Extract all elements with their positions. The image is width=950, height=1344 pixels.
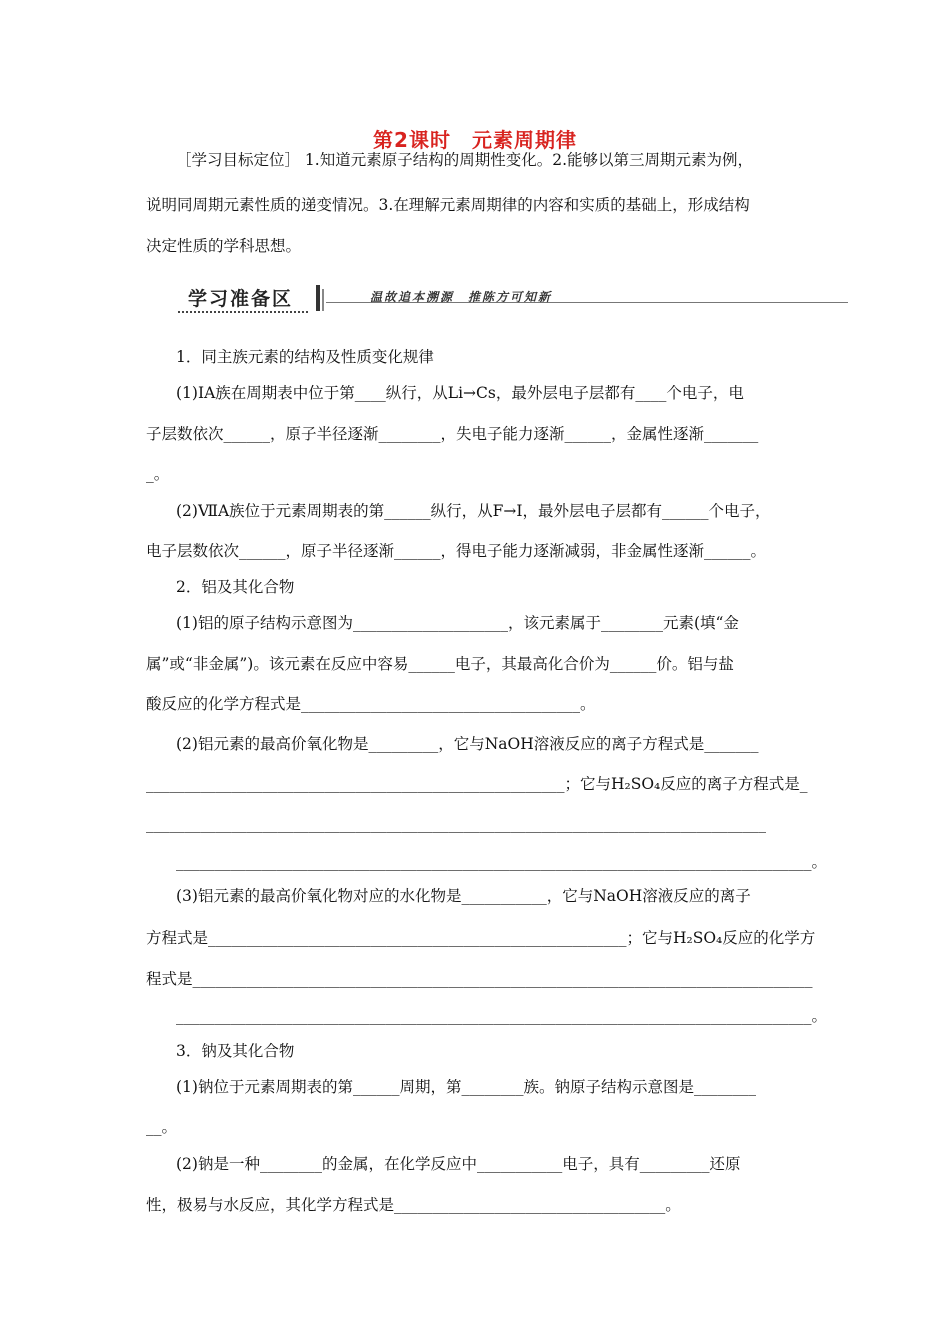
question-line: (1)铝的原子结构示意图为____________________，该元素属于________元素(填“金 xyxy=(176,614,739,632)
question-line: 子层数依次______，原子半径逐渐________，失电子能力逐渐______，金属性逐渐_______ xyxy=(146,425,759,443)
heading-sodium: 3．钠及其化合物 xyxy=(176,1042,295,1060)
question-line: _。 xyxy=(146,465,170,483)
heading-aluminum: 2．铝及其化合物 xyxy=(176,578,295,596)
question-line: (2)钠是一种________的金属，在化学反应中___________电子，具有_________还原 xyxy=(176,1155,741,1173)
question-line: 酸反应的化学方程式是____________________________________。 xyxy=(146,695,596,713)
answer-blank-line: __________________________________________________________________________________。 xyxy=(176,853,828,871)
question-line: 电子层数依次______，原子半径逐渐______，得电子能力逐渐减弱，非金属性逐渐______。 xyxy=(146,542,767,560)
question-line: 程式是________________________________________________________________________________ xyxy=(146,970,813,988)
question-line: (2)ⅦA族位于元素周期表的第______纵行，从F→I，最外层电子层都有______个电子， xyxy=(176,502,771,520)
question-line: 性，极易与水反应，其化学方程式是___________________________________。 xyxy=(146,1196,681,1214)
banner-subtitle: 温故追本溯源 推陈方可知新 xyxy=(370,290,553,304)
banner-divider xyxy=(316,285,320,311)
banner-dotted-underline xyxy=(178,311,308,313)
question-line: (2)铝元素的最高价氧化物是_________，它与NaOH溶液反应的离子方程式是_______ xyxy=(176,735,759,753)
question-line: __。 xyxy=(146,1118,178,1136)
heading-group-trends: 1．同主族元素的结构及性质变化规律 xyxy=(176,348,434,366)
question-line: (3)铝元素的最高价氧化物对应的水化物是___________，它与NaOH溶液反应的离子 xyxy=(176,887,751,905)
page-title: 第2课时 元素周期律 xyxy=(373,128,577,152)
banner-title: 学习准备区 xyxy=(188,288,294,310)
banner-divider-thin xyxy=(322,289,324,311)
question-line: (1)ⅠA族在周期表中位于第____纵行，从Li→Cs，最外层电子层都有____个电子，电 xyxy=(176,384,744,402)
question-line: ______________________________________________________；它与H₂SO₄反应的离子方程式是_ xyxy=(146,775,808,793)
question-line: (1)钠位于元素周期表的第______周期，第________族。钠原子结构示意图是________ xyxy=(176,1078,756,1096)
objective-line-3: 决定性质的学科思想。 xyxy=(146,237,302,255)
question-line: 方程式是______________________________________________________；它与H₂SO₄反应的化学方 xyxy=(146,929,816,947)
objective-line-1: ［学习目标定位］ 1.知道元素原子结构的周期性变化。2.能够以第三周期元素为例， xyxy=(176,151,754,169)
answer-blank-line: ________________________________________________________________________________ xyxy=(146,815,766,833)
section-banner xyxy=(178,283,848,317)
objective-line-2: 说明同周期元素性质的递变情况。3.在理解元素周期律的内容和实质的基础上，形成结构 xyxy=(146,196,750,214)
question-line: 属”或“非金属”)。该元素在反应中容易______电子，其最高化合价为______价。铝与盐 xyxy=(146,655,734,673)
answer-blank-line: __________________________________________________________________________________。 xyxy=(176,1007,828,1025)
